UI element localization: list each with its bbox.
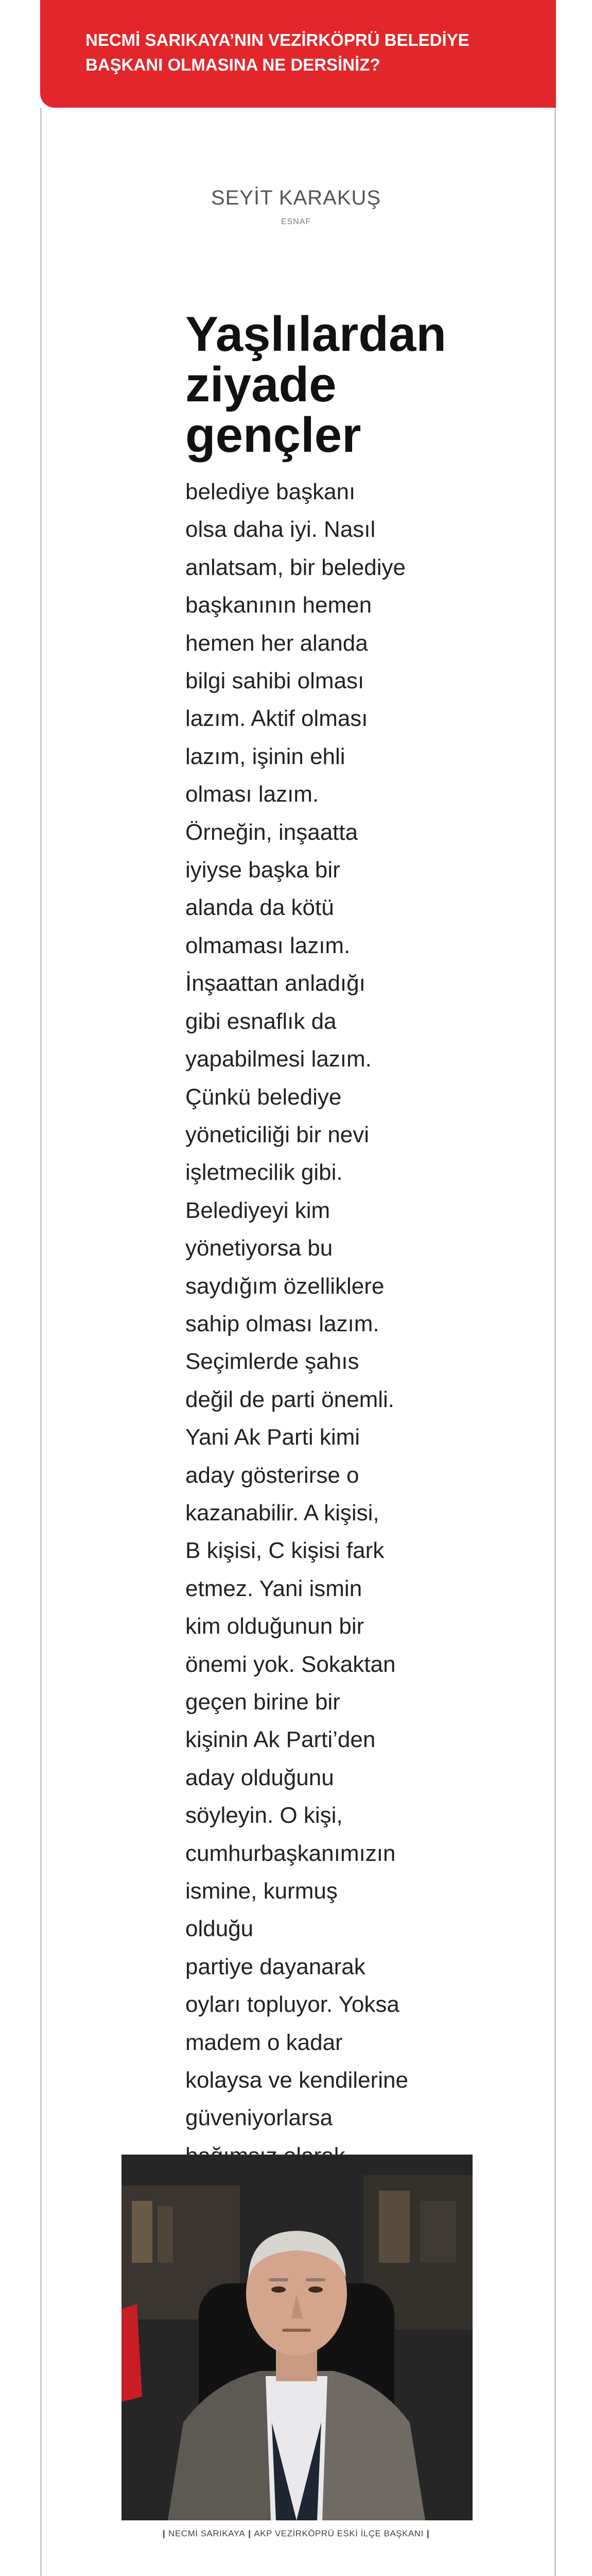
caption-separator: |	[162, 2529, 166, 2538]
portrait-illustration	[121, 2155, 473, 2520]
caption-name: NECMİ SARIKAYA	[168, 2529, 246, 2538]
article-body: belediye başkanı olsa daha iyi. Nasıl anlatsam, bir belediye başkanının hemen hemen her alanda bilgi sahibi olması lazım. Aktif olması lazım, işinin ehli olması lazım. Örneğin, inşaatta iyiyse başka bir alanda da kötü olmaması lazım. İnşaattan anladığı gibi esnaflık da yapabilmesi lazım. Çünkü belediye yöneticiliği bir nevi işletmecilik gibi. Belediyeyi kim yönetiyorsa bu saydığım özelliklere sahip olması lazım. Seçimlerde şahıs değil de parti önemli. Yani Ak Parti kimi aday gösterirse o kazanabilir. A kişisi, B kişisi, C kişisi fark etmez. Yani ismin kim olduğunun bir önemi yok. Sokaktan geçen birine bir kişinin Ak Parti’den aday olduğunu söyleyin. O kişi, cumhurbaşkanımızın ismine, kurmuş olduğu partiye dayanarak oyları topluyor. Yoksa madem o kadar kolaysa ve kendilerine güveniyorlarsa	[185, 479, 408, 2131]
right-border-line	[554, 108, 556, 2576]
respondent-role: ESNAF	[281, 217, 311, 226]
left-border-line	[40, 108, 42, 2576]
caption-separator: |	[248, 2529, 251, 2538]
question-title: NECMİ SARIKAYA’NIN VEZİRKÖPRÜ BELEDİYE BAŞKANI OLMASINA NE DERSİNİZ?	[85, 30, 469, 74]
article-headline: Yaşlılardan ziyade gençler	[185, 307, 446, 463]
portrait-photo	[121, 2155, 473, 2520]
caption-role: AKP VEZİRKÖPRÜ ESKİ İLÇE BAŞKANI	[254, 2529, 424, 2538]
respondent-name: SEYİT KARAKUŞ	[211, 187, 381, 209]
caption-separator: |	[426, 2529, 430, 2538]
header-banner	[40, 0, 556, 108]
photo-caption	[0, 2529, 592, 2539]
